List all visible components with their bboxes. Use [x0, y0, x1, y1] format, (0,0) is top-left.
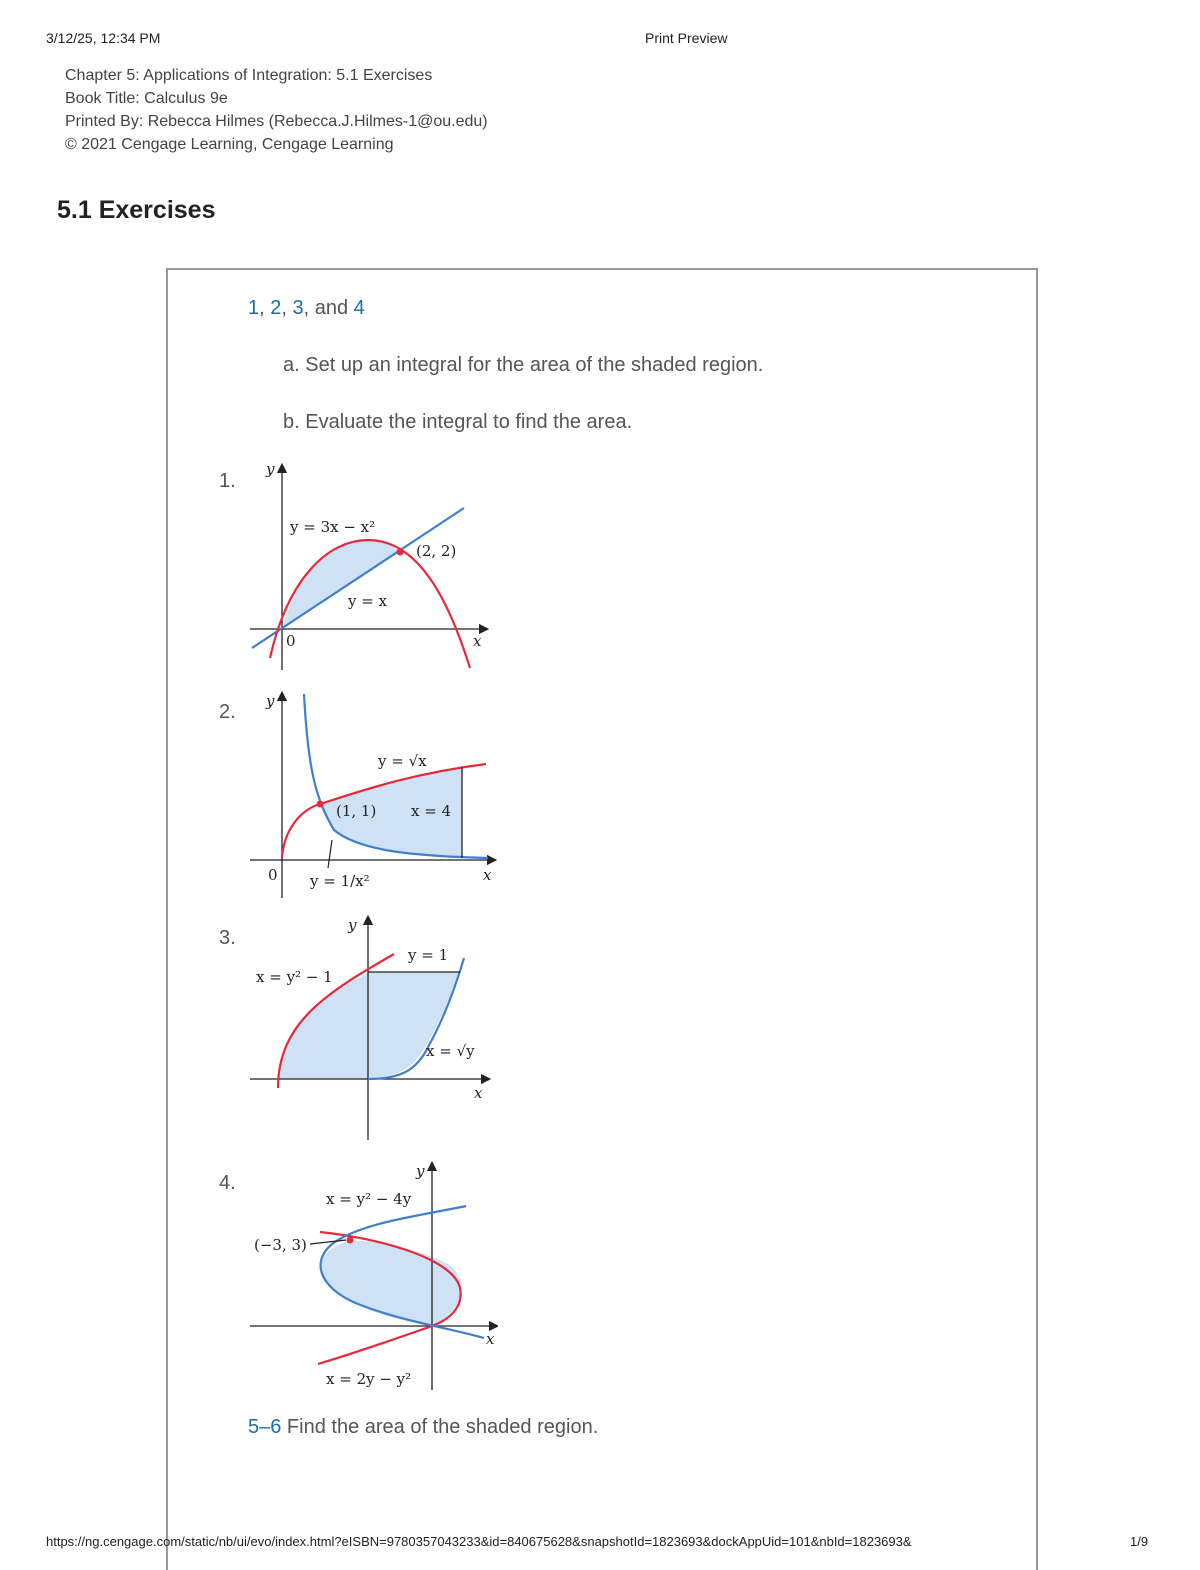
exercise-link-4[interactable]: 4 — [353, 297, 365, 319]
point-label: (−3, 3) — [254, 1236, 307, 1254]
shaded-region — [278, 972, 460, 1079]
shaded-region — [320, 1240, 462, 1326]
curve2-label: x = 2y − y² — [326, 1370, 412, 1388]
exercise-number-3: 3. — [219, 927, 236, 949]
point-label: (2, 2) — [416, 542, 457, 560]
next-exercise-range — [248, 1416, 598, 1439]
origin-label: 0 — [268, 866, 278, 884]
figure-3 — [248, 912, 498, 1144]
exercise-link-5-6[interactable]: 5–6 — [248, 1416, 282, 1438]
instruction-b: b. Evaluate the integral to find the area. — [283, 411, 633, 433]
y-label: y — [348, 916, 357, 934]
pointer-line — [328, 840, 332, 868]
range-sep-1: , — [259, 297, 271, 319]
range-sep-2: , — [281, 297, 293, 319]
figure-4 — [248, 1158, 498, 1394]
point-label: (1, 1) — [336, 802, 377, 820]
exercise-number-2: 2. — [219, 701, 236, 723]
exercise-link-2[interactable]: 2 — [270, 297, 282, 319]
y-label: y — [266, 692, 275, 710]
figure-2 — [248, 690, 498, 900]
figure-1 — [248, 458, 498, 674]
footer-url: https://ng.cengage.com/static/nb/ui/evo/index.html?eISBN=9780357043233&id=840675628&snapshotId=1823693&dockAppUid=101&nbId=1823693& — [46, 1534, 912, 1549]
exercise-number-4: 4. — [219, 1172, 236, 1194]
meta-copyright: © 2021 Cengage Learning, Cengage Learning — [65, 136, 394, 153]
curve-label: x = y² − 4y — [326, 1190, 412, 1208]
print-preview-title: Print Preview — [645, 30, 728, 46]
range-sep-3: , and — [303, 297, 354, 319]
curve2-label: x = √y — [426, 1042, 475, 1060]
meta-book: Book Title: Calculus 9e — [65, 90, 228, 107]
line-label: y = x — [348, 592, 388, 610]
intersection-point — [347, 1237, 354, 1244]
x-label: x — [474, 1084, 483, 1102]
print-datetime: 3/12/25, 12:34 PM — [46, 30, 161, 46]
y-label: y — [416, 1162, 425, 1180]
footer-page-number: 1/9 — [1130, 1534, 1149, 1549]
meta-chapter: Chapter 5: Applications of Integration: 5.1 Exercises — [65, 67, 433, 84]
y-label: y — [266, 460, 275, 478]
curve-label: y = 3x − x² — [290, 518, 376, 536]
next-instruction: Find the area of the shaded region. — [281, 1416, 599, 1438]
curve-label: x = y² − 1 — [256, 968, 333, 986]
line-label: x = 4 — [411, 802, 452, 820]
x-label: x — [486, 1330, 495, 1348]
exercise-number-1: 1. — [219, 470, 236, 492]
intersection-point — [317, 801, 324, 808]
intersection-point — [397, 549, 404, 556]
curve2-label: y = 1/x² — [310, 872, 370, 890]
exercise-range — [248, 297, 365, 320]
line-label: y = 1 — [408, 946, 449, 964]
section-title: 5.1 Exercises — [57, 196, 216, 224]
meta-printed-by: Printed By: Rebecca Hilmes (Rebecca.J.Hilmes-1@ou.edu) — [65, 113, 488, 130]
exercise-link-3[interactable]: 3 — [292, 297, 304, 319]
exercise-link-1[interactable]: 1 — [248, 297, 260, 319]
curve-label: y = √x — [378, 752, 427, 770]
instruction-a: a. Set up an integral for the area of the shaded region. — [283, 354, 764, 376]
x-label: x — [483, 866, 492, 884]
origin-label: 0 — [286, 632, 296, 650]
x-label: x — [473, 632, 482, 650]
pointer-line — [310, 1240, 346, 1244]
